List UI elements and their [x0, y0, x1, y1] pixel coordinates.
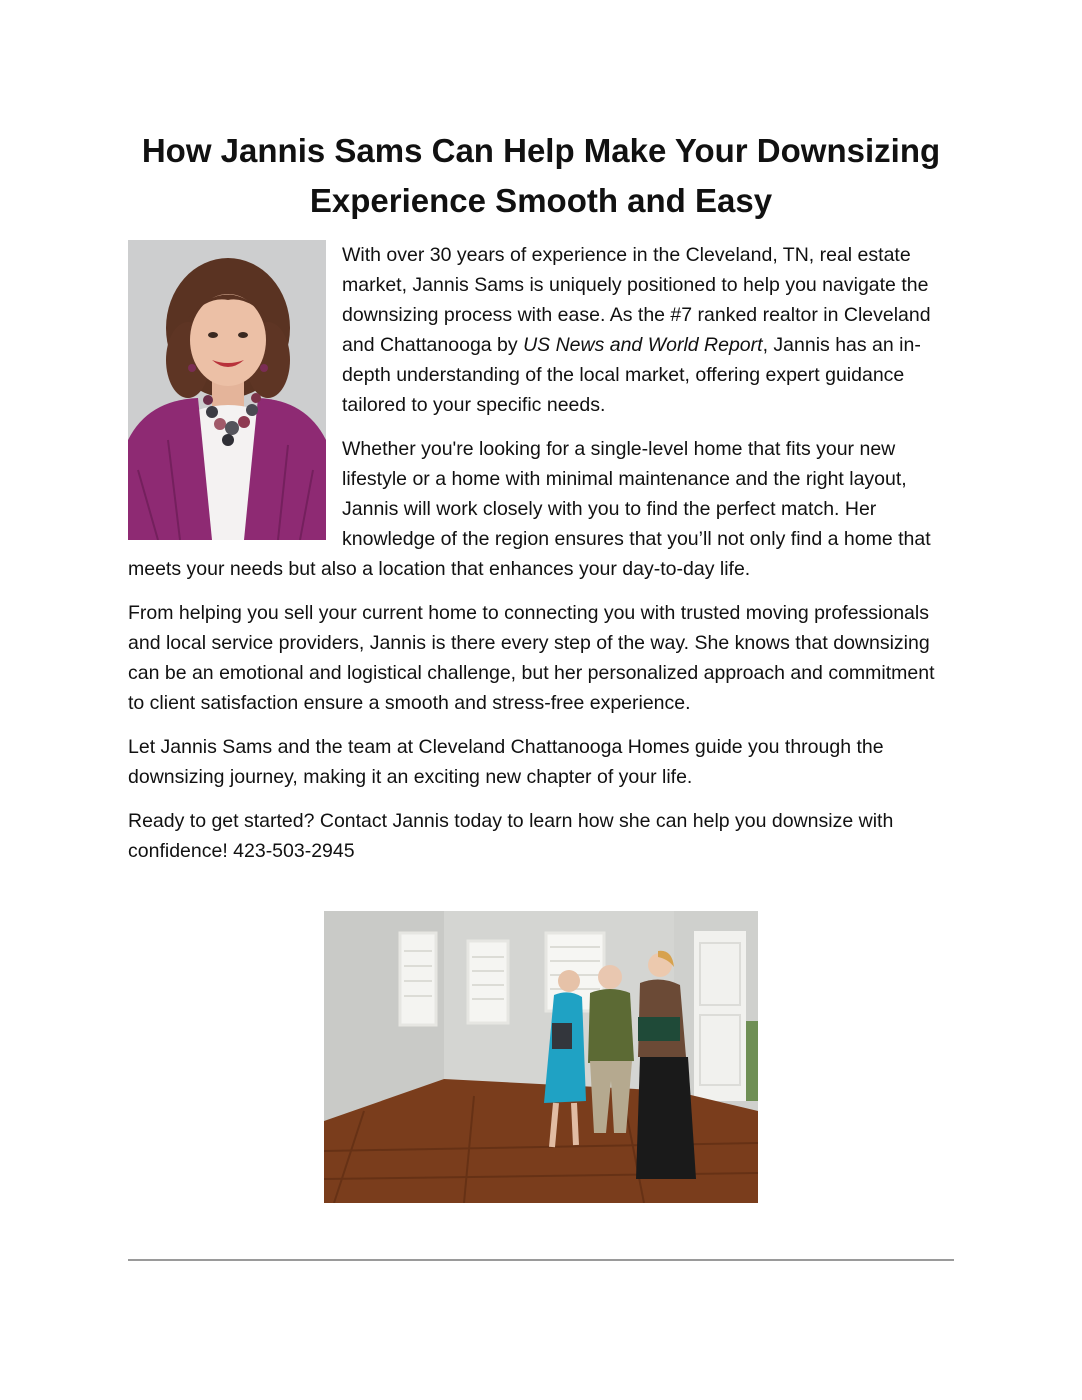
- article-body: [128, 240, 954, 880]
- hero-illustration: [324, 911, 758, 1203]
- article-title: [128, 126, 954, 226]
- portrait-photo: [128, 240, 326, 540]
- portrait-illustration: [128, 240, 326, 540]
- paragraph-contact: Ready to get started? Contact Jannis today to learn how she can help you downsize with confidence! 423-503-2945: [128, 810, 894, 862]
- hero-photo: [324, 911, 758, 1203]
- title-line-2: Experience Smooth and Easy: [309, 182, 773, 219]
- intro-publication: US News and World Report: [523, 334, 763, 356]
- footer-divider: [128, 1259, 954, 1261]
- intro-text-b: , Jannis has an in-depth understanding of the local market, offering expert guidance tailored to your specific needs.: [342, 334, 921, 416]
- title-line-1: How Jannis Sams Can Help Make Your Downsizing: [141, 132, 941, 169]
- paragraph-search: Whether you're looking for a single-level home that fits your new lifestyle or a home with minimal maintenance and the right layout, Jannis will work closely with you to find the perfect match. Her knowledge of the region ensures that you’ll not only find a home that meets your needs but also a location that enhances your day-to-day life.: [128, 438, 931, 580]
- paragraph-team: Let Jannis Sams and the team at Cleveland Chattanooga Homes guide you through the downsizing journey, making it an exciting new chapter of your life.: [128, 736, 884, 788]
- intro-text-a: With over 30 years of experience in the Cleveland, TN, real estate market, Jannis Sams is uniquely positioned to help you navigate the downsizing process with ease. As the #7 ranked realtor in Cleveland and Chattanooga by: [342, 244, 931, 356]
- paragraph-support: From helping you sell your current home to connecting you with trusted moving professionals and local service providers, Jannis is there every step of the way. She knows that downsizing can be an emotional and logistical challenge, but her personalized approach and commitment to client satisfaction ensure a smooth and stress-free experience.: [128, 602, 935, 714]
